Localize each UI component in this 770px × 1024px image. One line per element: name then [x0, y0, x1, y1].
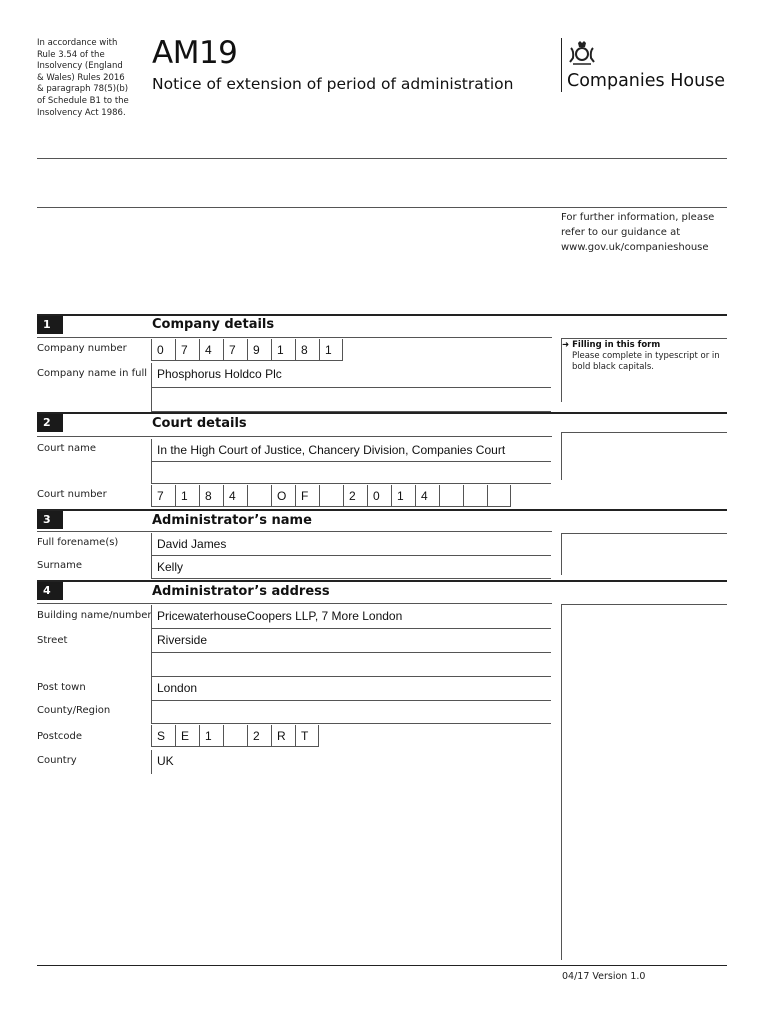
- company-number-box[interactable]: 8: [295, 339, 319, 360]
- county-field[interactable]: [151, 701, 551, 724]
- court-number-box[interactable]: [319, 485, 343, 506]
- company-number-box[interactable]: 1: [271, 339, 295, 360]
- court-name-label: Court name: [37, 443, 97, 454]
- company-number-box[interactable]: 7: [175, 339, 199, 360]
- surname-label: Surname: [37, 560, 82, 571]
- right-col-rule-4: [561, 604, 727, 605]
- court-number-field[interactable]: [151, 485, 511, 507]
- right-col-line-2: [561, 432, 562, 480]
- postcode-label: Postcode: [37, 731, 83, 742]
- court-number-box[interactable]: 1: [391, 485, 415, 506]
- section-3-rule: [37, 509, 727, 511]
- company-number-box[interactable]: 4: [199, 339, 223, 360]
- surname-field[interactable]: Kelly: [151, 556, 551, 579]
- company-number-box[interactable]: 1: [319, 339, 343, 360]
- county-label: County/Region: [37, 705, 111, 716]
- section-1-underline: [37, 337, 552, 338]
- street-field-line-2[interactable]: [151, 653, 551, 677]
- court-name-field-line-2[interactable]: [151, 462, 551, 484]
- guidance-text: For further information, please refer to our guidance at www.gov.uk/companieshouse: [561, 212, 715, 253]
- postcode-box[interactable]: E: [175, 725, 199, 746]
- postcode-box[interactable]: 2: [247, 725, 271, 746]
- section-4-underline: [37, 603, 552, 604]
- postcode-box[interactable]: T: [295, 725, 319, 746]
- postcode-field[interactable]: [151, 725, 319, 747]
- country-label: Country: [37, 755, 77, 766]
- postcode-box[interactable]: R: [271, 725, 295, 746]
- section-4-number: 4: [37, 582, 63, 600]
- right-col-line-4: [561, 604, 562, 960]
- court-number-box[interactable]: [247, 485, 271, 506]
- company-name-label: Company name in full: [37, 368, 147, 379]
- brand-name: Companies House: [567, 71, 726, 91]
- company-name-field[interactable]: Phosphorus Holdco Plc: [151, 363, 551, 388]
- court-number-box[interactable]: 0: [367, 485, 391, 506]
- filling-guidance: ➜ Filling in this form Please complete in typescript or in bold black capitals.: [562, 340, 720, 372]
- court-number-box[interactable]: 4: [415, 485, 439, 506]
- building-field[interactable]: PricewaterhouseCoopers LLP, 7 More London: [151, 605, 551, 629]
- legal-note: In accordance with Rule 3.54 of the Insolvency (England & Wales) Rules 2016 & paragraph 78(5)(b) of Schedule B1 to the Insolvency Act 1986.: [37, 38, 129, 118]
- right-col-line-3: [561, 533, 562, 575]
- court-number-box[interactable]: [487, 485, 511, 506]
- court-number-box[interactable]: [463, 485, 487, 506]
- form-code: AM19: [152, 35, 238, 71]
- company-number-box[interactable]: 0: [151, 339, 175, 360]
- post-town-label: Post town: [37, 682, 86, 693]
- form-title: Notice of extension of period of administration: [152, 75, 514, 93]
- section-3-underline: [37, 531, 552, 532]
- country-field[interactable]: UK: [151, 750, 551, 774]
- right-col-rule-1: [561, 338, 727, 339]
- section-2-number: 2: [37, 414, 63, 432]
- court-name-field[interactable]: In the High Court of Justice, Chancery Division, Companies Court: [151, 439, 551, 462]
- version-label: 04/17 Version 1.0: [562, 971, 646, 982]
- building-label: Building name/number: [37, 610, 152, 621]
- company-name-field-line-2[interactable]: [151, 388, 551, 412]
- company-number-field[interactable]: [151, 339, 343, 361]
- company-number-box[interactable]: 9: [247, 339, 271, 360]
- forename-field[interactable]: David James: [151, 533, 551, 556]
- section-2-underline: [37, 436, 552, 437]
- forename-label: Full forename(s): [37, 537, 119, 548]
- section-3-title: Administrator’s name: [152, 513, 312, 528]
- postcode-box[interactable]: 1: [199, 725, 223, 746]
- postcode-box[interactable]: S: [151, 725, 175, 746]
- street-field[interactable]: Riverside: [151, 629, 551, 653]
- section-4-title: Administrator’s address: [152, 584, 330, 599]
- company-number-label: Company number: [37, 343, 127, 354]
- court-number-box[interactable]: [439, 485, 463, 506]
- right-col-rule-3: [561, 533, 727, 534]
- court-number-box[interactable]: 2: [343, 485, 367, 506]
- crest-icon: [567, 40, 597, 66]
- court-number-box[interactable]: 8: [199, 485, 223, 506]
- section-2-title: Court details: [152, 416, 247, 431]
- company-number-box[interactable]: 7: [223, 339, 247, 360]
- brand-divider: [561, 38, 562, 92]
- court-number-box[interactable]: 7: [151, 485, 175, 506]
- section-1-rule: [37, 314, 727, 316]
- court-number-label: Court number: [37, 489, 107, 500]
- section-1-title: Company details: [152, 317, 275, 332]
- court-number-box[interactable]: O: [271, 485, 295, 506]
- right-col-rule-2: [561, 432, 727, 433]
- court-number-box[interactable]: 4: [223, 485, 247, 506]
- header-rule-1: [37, 158, 727, 159]
- court-number-box[interactable]: 1: [175, 485, 199, 506]
- street-label: Street: [37, 635, 68, 646]
- header-rule-2: [37, 207, 727, 208]
- postcode-box[interactable]: [223, 725, 247, 746]
- court-number-box[interactable]: F: [295, 485, 319, 506]
- section-2-rule: [37, 412, 727, 414]
- post-town-field[interactable]: London: [151, 677, 551, 701]
- section-1-number: 1: [37, 316, 63, 334]
- section-4-rule: [37, 580, 727, 582]
- arrow-right-icon: ➜: [562, 340, 570, 350]
- section-3-number: 3: [37, 511, 63, 529]
- footer-rule: [37, 965, 727, 966]
